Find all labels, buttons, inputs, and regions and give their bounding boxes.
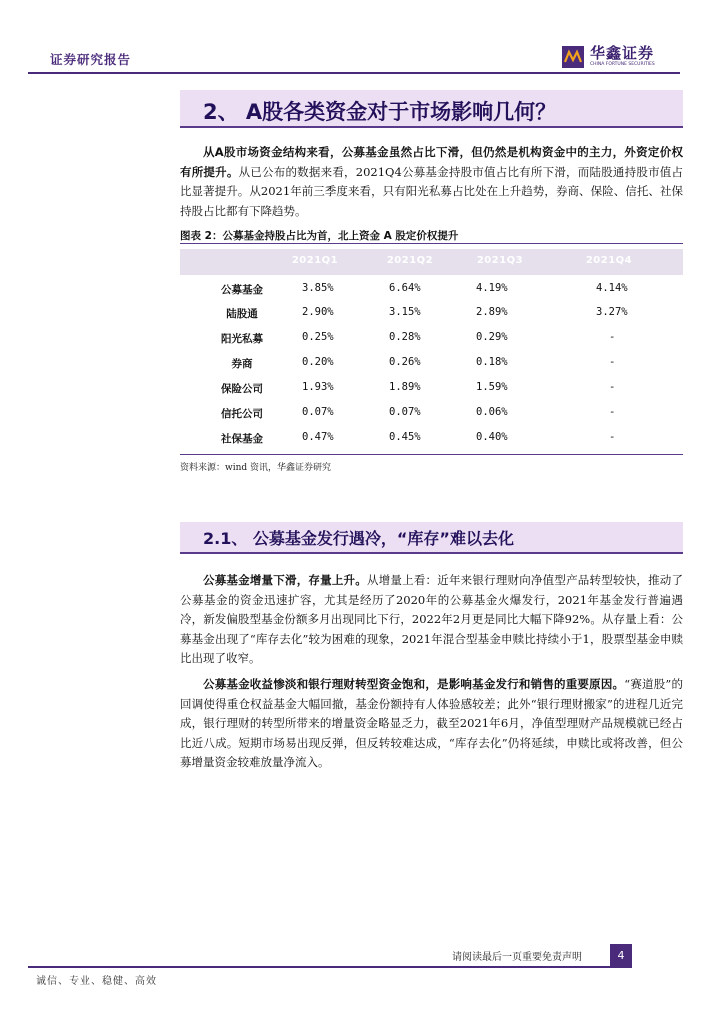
table-cell: 1.89% [389,381,421,393]
paragraph-lead: 公募基金增量下滑，存量上升。 [203,573,367,587]
table-cell: 3.15% [389,306,421,318]
figure-title: 图表 2：公募基金持股占比为首，北上资金 A 股定价权提升 [180,230,459,242]
table-cell: 0.45% [389,431,421,443]
table-column-header: 2021Q4 [585,255,633,266]
footer-divider [28,966,632,968]
table-row-label: 阳光私募 [221,333,263,345]
table-cell: 0.07% [302,406,334,418]
table-cell: - [609,381,616,393]
table-row-label: 陆股通 [226,308,258,320]
section-heading-underline [180,126,683,128]
table-cell: - [609,431,616,443]
table-cell: 4.14% [596,282,628,294]
table-cell: 3.27% [596,306,628,318]
table-cell: 6.64% [389,282,421,294]
table-cell: 0.40% [476,431,508,443]
table-cell: 2.90% [302,306,334,318]
table-cell: 4.19% [476,282,508,294]
table-cell: 1.59% [476,381,508,393]
disclaimer-notice: 请阅读最后一页重要免责声明 [452,952,582,963]
table-cell: 1.93% [302,381,334,393]
company-slogan: 诚信、专业、稳健、高效 [36,976,157,987]
table-cell: 0.29% [476,331,508,343]
table-cell: 0.28% [389,331,421,343]
page-number: 4 [610,944,632,966]
table-cell: 0.18% [476,356,508,368]
table-bottom-rule [180,454,683,455]
table-row-label: 保险公司 [221,383,263,395]
table-column-header: 2021Q3 [476,255,524,266]
table-cell: - [609,356,616,368]
table-cell: 0.47% [302,431,334,443]
section-paragraph [180,143,683,221]
figure-top-rule [180,243,683,244]
figure-source-note: 资料来源：wind 资讯，华鑫证券研究 [180,463,332,473]
paragraph-body: 从增量上看：近年来银行理财向净值型产品转型较快，推动了公募基金的资金迅速扩容，尤其是经历了2020年的公募基金火爆发行，2021年基金发行普遍遇冷，新发偏股型基金份额多月出现同比下行，2022年2月更是同比大幅下降92%。从存量上看：公募基金出现了“库存去化”较为困难的现象，2021年混合型基金申赎比持续小于1，股票型基金申赎比出现了收窄。 [180,573,684,665]
section-heading: 2、 A股各类资金对于市场影响几何？ [203,100,557,124]
table-column-header: 2021Q1 [291,255,339,266]
logo-chinese-name: 华鑫证券 [590,44,655,63]
table-cell: 2.89% [476,306,508,318]
paragraph-lead: 从A股市场资金结构来看，公募基金虽然占比下滑，但仍然是机构资金中的主力，外资定价权有所提升。 [180,145,683,179]
subsection-heading-underline [180,552,683,554]
table-cell: - [609,331,616,343]
subsection-paragraph-1 [180,571,683,669]
table-cell: 0.26% [389,356,421,368]
header-divider [28,72,680,74]
paragraph-body: “赛道股”的回调使得重仓权益基金大幅回撤，基金份额持有人体验感较差；此外“银行理财搬家”的进程几近完成，银行理财的转型所带来的增量资金略显乏力，截至2021年6月，净值型理财产品规模就已经占比近八成。短期市场易出现反弹，但反转较难达成，“库存去化”仍将延续，申赎比或将改善，但公募增量资金较难放量净流入。 [180,677,683,769]
table-row-label: 信托公司 [221,408,263,420]
table-cell: 3.85% [302,282,334,294]
table-cell: 0.20% [302,356,334,368]
company-logo [562,44,655,70]
logo-mark-icon [562,46,584,68]
table-cell: 0.06% [476,406,508,418]
paragraph-lead: 公募基金收益惨淡和银行理财转型资金饱和，是影响基金发行和销售的重要原因。 [203,677,625,691]
paragraph-body: 从已公布的数据来看，2021Q4公募基金持股市值占比有所下滑，而陆股通持股市值占比显著提升。从2021年前三季度来看，只有阳光私募占比处在上升趋势，券商、保险、信托、社保持股占比都有下降趋势。 [180,164,683,218]
report-type-label: 证券研究报告 [50,52,132,67]
logo-english-name: CHINA FORTUNE SECURITIES [590,62,655,68]
table-column-header: 2021Q2 [386,255,434,266]
table-row-label: 社保基金 [221,433,263,445]
table-row-label: 公募基金 [221,284,263,296]
subsection-paragraph-2 [180,675,683,773]
table-cell: 0.07% [389,406,421,418]
table-cell: 0.25% [302,331,334,343]
table-cell: - [609,406,616,418]
table-row-label: 券商 [231,358,253,370]
subsection-heading: 2.1、 公募基金发行遇冷，“库存”难以去化 [203,529,514,548]
